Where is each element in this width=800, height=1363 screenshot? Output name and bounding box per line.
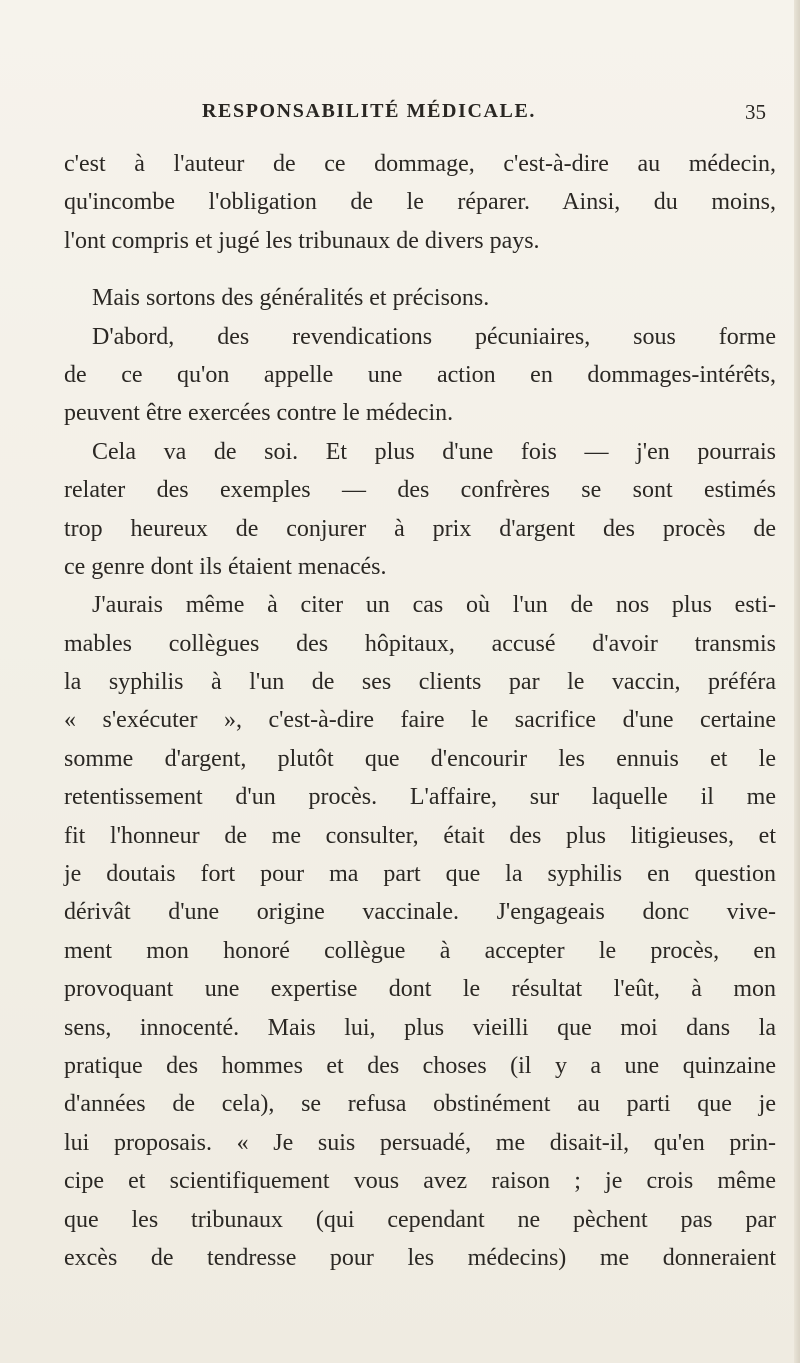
text-line: trop heureux de conjurer à prix d'argent des procès de bbox=[64, 515, 776, 542]
text-line: dérivât d'une origine vaccinale. J'engageais donc vive- bbox=[64, 899, 776, 926]
text-line: l'ont compris et jugé les tribunaux de divers pays. bbox=[64, 227, 540, 254]
text-line: ce genre dont ils étaient menacés. bbox=[64, 553, 387, 580]
page-header bbox=[66, 100, 766, 132]
text-line: sens, innocenté. Mais lui, plus vieilli que moi dans la bbox=[64, 1014, 776, 1041]
text-line: la syphilis à l'un de ses clients par le vaccin, préféra bbox=[64, 669, 776, 696]
text-line: somme d'argent, plutôt que d'encourir les ennuis et le bbox=[64, 745, 776, 772]
text-line: relater des exemples — des confrères se sont estimés bbox=[64, 477, 776, 504]
text-line: pratique des hommes et des choses (il y a une quinzaine bbox=[64, 1052, 776, 1079]
text-line: je doutais fort pour ma part que la syphilis en question bbox=[64, 861, 776, 888]
text-line: qu'incombe l'obligation de le réparer. Ainsi, du moins, bbox=[64, 189, 776, 216]
text-line: excès de tendresse pour les médecins) me donneraient bbox=[64, 1244, 776, 1271]
page-edge bbox=[794, 0, 800, 1363]
paragraph bbox=[64, 433, 776, 587]
text-line: cipe et scientifiquement vous avez raison ; je crois même bbox=[64, 1168, 776, 1195]
text-line: ment mon honoré collègue à accepter le procès, en bbox=[64, 937, 776, 964]
text-line: provoquant une expertise dont le résultat l'eût, à mon bbox=[64, 976, 776, 1003]
paragraph bbox=[64, 318, 776, 433]
text-line: c'est à l'auteur de ce dommage, c'est-à-dire au médecin, bbox=[64, 151, 776, 177]
text-line: fit l'honneur de me consulter, était des plus litigieuses, et bbox=[64, 822, 776, 849]
text-line: mables collègues des hôpitaux, accusé d'avoir transmis bbox=[64, 630, 776, 657]
text-line: peuvent être exercées contre le médecin. bbox=[64, 400, 454, 427]
paragraph bbox=[64, 279, 776, 317]
paragraph bbox=[64, 145, 776, 260]
body-text bbox=[64, 145, 776, 1277]
text-line: D'abord, des revendications pécuniaires, sous forme bbox=[92, 323, 776, 350]
text-line: que les tribunaux (qui cependant ne pèchent pas par bbox=[64, 1206, 776, 1233]
text-line: d'années de cela), se refusa obstinément au parti que je bbox=[64, 1091, 776, 1118]
text-line: retentissement d'un procès. L'affaire, sur laquelle il me bbox=[64, 784, 776, 811]
text-line: de ce qu'on appelle une action en dommages-intérêts, bbox=[64, 361, 776, 388]
text-line: Cela va de soi. Et plus d'une fois — j'en pourrais bbox=[92, 438, 776, 465]
text-line: Mais sortons des généralités et précisons. bbox=[92, 285, 490, 312]
page-number: 35 bbox=[745, 100, 766, 124]
paragraph-gap bbox=[64, 260, 776, 279]
running-title: RESPONSABILITÉ MÉDICALE. bbox=[202, 100, 537, 122]
paragraph bbox=[64, 586, 776, 1277]
text-line: lui proposais. « Je suis persuadé, me disait-il, qu'en prin- bbox=[64, 1129, 776, 1156]
text-line: « s'exécuter », c'est-à-dire faire le sacrifice d'une certaine bbox=[64, 707, 776, 734]
text-line: J'aurais même à citer un cas où l'un de nos plus esti- bbox=[92, 592, 776, 619]
